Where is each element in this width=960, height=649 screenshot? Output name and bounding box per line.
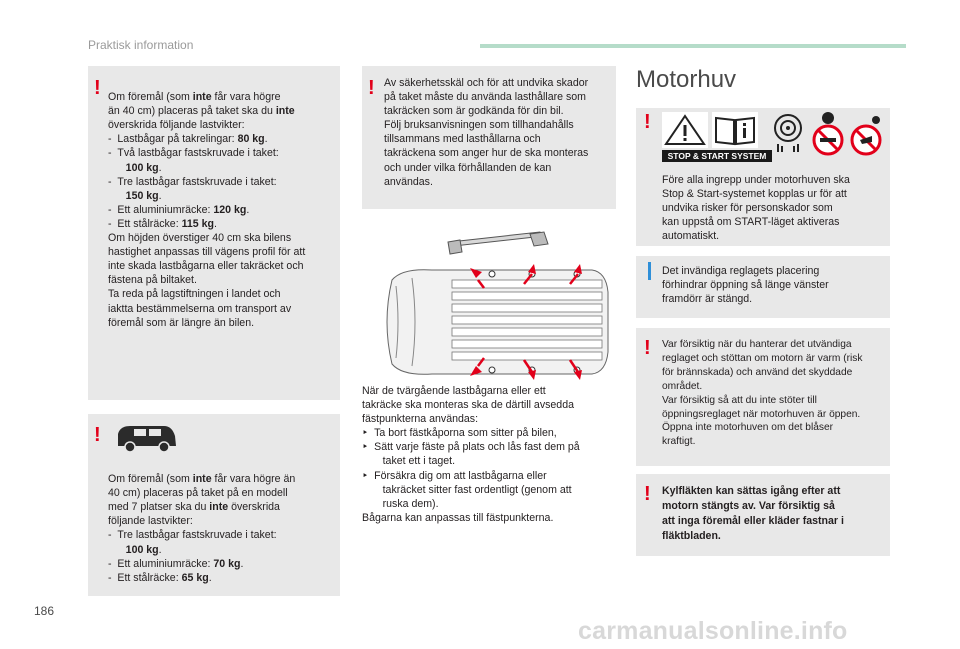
fan-warning-text: Kylfläkten kan sättas igång efter att motorn stängts av. Var försiktig så att inga föremål eller kläder fastnar i fläktbladen.	[662, 485, 844, 542]
warning-icon: !	[644, 337, 651, 359]
car-roof-top-view	[372, 262, 612, 382]
roof-carrier-text: Av säkerhetsskäl och för att undvika skador på taket måste du använda lasthållare som takräcken som är godkända för din bil. Följ bruksanvisningen som tillhandahålls tillsammans med lasthållarna och takräckena som anger hur de ska monteras och under vilka förhållanden de kan användas.	[384, 77, 589, 188]
crossbar-instructions: När de tvärgående lastbågarna eller ett takräcke ska monteras ska de därtill avsedda fästpunkterna användas: ‣ Ta bort fästkåporna som sitter på bilen, ‣ Sätt varje fäste på plats och lås fast dem på taket ett i taget. ‣ Försäkra dig om att lastbågarna eller takräcket sitter fast ordentligt (genom att ruska dem). Bågarna kan anpassas till fästpunkterna.	[362, 385, 580, 524]
header-title: Praktisk information	[88, 38, 194, 52]
seven-seat-load-text: Om föremål (som inte får vara högre än 40 cm) placeras på taket på en modell med 7 platser ska du inte överskrida följande lastvikter: - Tre lastbågar fastskruvade i taket: 100 kg. - Ett aluminiumräcke: 70 kg. - Ett stålräcke: 65 kg.	[108, 473, 296, 584]
footer-watermark: carmanualsonline.info	[578, 617, 848, 645]
cooling-fan-icon	[772, 112, 804, 152]
stop-start-warning-text: Före alla ingrepp under motorhuven ska Stop & Start-systemet kopplas ur för att undvika risker för personskador som kan uppstå om START-läget aktiveras automatiskt.	[662, 174, 850, 243]
section-title: Motorhuv	[636, 66, 737, 93]
warning-icon: !	[94, 77, 101, 99]
van-silhouette-icon	[112, 420, 180, 454]
roof-load-text: Om föremål (som inte får vara högre än 40 cm) placeras på taket ska du inte överskrida följande lastvikter: - Lastbågar på takrelingar: 80 kg. - Två lastbågar fastskruvade i taket: 100 kg. - Tre lastbågar fastskruvade i taket: 150 kg. - Ett aluminiumräcke: 120 kg. - Ett stålräcke: 115 kg. Om höjden överstiger 40 cm ska bilens hastighet anpassas till vägens profil för att inte skada lastbågarna eller takräcket och fästena på biltaket. Ta reda på lagstiftningen i landet och iaktta bestämmelserna om transport av föremål som är längre än bilen.	[108, 91, 306, 329]
info-icon	[648, 262, 651, 280]
warning-icon: !	[644, 483, 651, 505]
stop-start-badge: STOP & START SYSTEM	[662, 150, 772, 162]
header-accent-bar	[480, 44, 906, 48]
hood-control-info-text: Det invändiga reglagets placering förhindrar öppning så länge vänster framdörr är stängd.	[662, 265, 829, 306]
manual-book-icon	[712, 112, 758, 148]
warning-triangle-icon	[662, 112, 708, 148]
warning-icon: !	[94, 424, 101, 446]
no-hands-icon	[848, 110, 884, 158]
roof-bar-illustration	[440, 222, 560, 256]
warning-icon: !	[368, 77, 375, 99]
hood-hot-warning-text: Var försiktig när du hanterar det utvändiga reglaget och stöttan om motorn är varm (risk för brännskada) och använd det skyddade området. Var försiktig så att du inte stöter till öppningsreglaget när motorhuven är öppen. Öppna inte motorhuven om det blåser kraftigt.	[662, 339, 863, 448]
no-smoking-icon	[810, 110, 846, 158]
page-number: 186	[34, 604, 55, 618]
warning-icon: !	[644, 111, 651, 133]
